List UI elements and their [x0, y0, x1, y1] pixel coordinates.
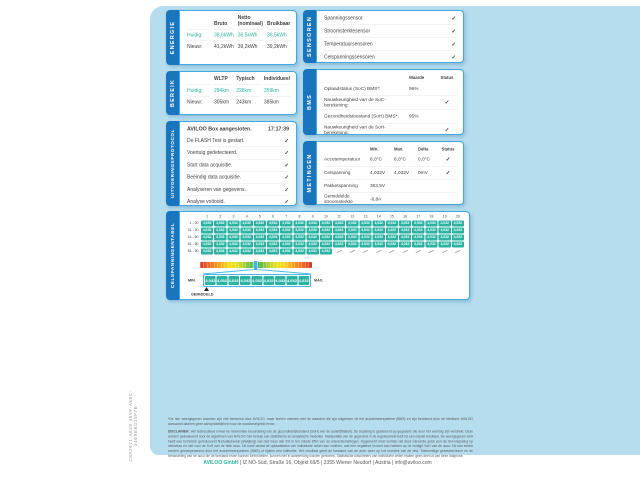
cell-voltage: 4,032 — [374, 242, 383, 246]
footer — [160, 460, 475, 466]
panel-protocol-title: UITVOERINGSPROTOCOL — [169, 128, 176, 199]
zoom-max-label: MAX. — [314, 278, 324, 283]
cell-grid-row-label: 21 - 40 — [187, 228, 199, 232]
energie-col-bruikbaar: Bruikbaar — [267, 21, 290, 30]
cell-voltage: 4,032 — [321, 242, 331, 246]
protocol-step-row — [187, 147, 289, 159]
cell-voltage: 4,032 — [255, 242, 265, 246]
cell-voltage: 4,032 — [202, 249, 212, 253]
cell-grid-col-header: 17 — [416, 215, 421, 219]
bereik-table — [180, 72, 296, 107]
cell-voltage: 4,032 — [229, 235, 238, 239]
sensor-row — [324, 12, 456, 25]
cell-voltage: 4,032 — [387, 228, 397, 232]
cell-grid-col-header: 20 — [455, 215, 460, 219]
cell-voltage: 4,032 — [308, 228, 317, 232]
cell-voltage: 4,032 — [334, 221, 344, 225]
cell-voltage: 4,032 — [216, 235, 225, 239]
cell-voltage: 4,032 — [334, 242, 344, 246]
panel-sensoren — [303, 10, 464, 63]
cell-voltage: 4,032 — [387, 221, 397, 225]
cell-grid-col-header: 1 — [206, 215, 209, 219]
protocol-header-text: AVILOO Box aangesloten. — [187, 125, 252, 132]
bms-row — [324, 110, 457, 124]
protocol-step-row — [187, 184, 289, 196]
panel-energie-tab — [166, 10, 179, 65]
cell-voltage: 4,032 — [216, 249, 225, 253]
cell-grid-col-header: 9 — [311, 215, 314, 219]
average-label: GEMIDDELD — [191, 292, 214, 297]
cell-voltage: 4,032 — [308, 249, 317, 253]
bms-row-label: Nauwkeurigheid van de SoC-berekening: — [324, 96, 386, 108]
energie-huidig-bruikbaar: 36,5kWh — [267, 30, 290, 42]
cell-voltage: 4,032 — [374, 235, 383, 239]
protocol-step-row — [187, 159, 289, 171]
cell-voltage: 4,032 — [427, 235, 436, 239]
cell-voltage: 4,032 — [229, 242, 238, 246]
metingen-row-label: Pakketspanning — [324, 183, 358, 189]
protocol-timestamp: 17:17:39 — [267, 125, 289, 132]
cell-voltage: 4,032 — [268, 235, 278, 239]
cell-voltage: 4,032 — [427, 221, 436, 225]
cell-voltage: 4,032 — [361, 235, 370, 239]
sensoren-list — [317, 11, 463, 63]
cell-voltage: 4,032 — [255, 228, 265, 232]
energie-huidig-bruto: 38,6kWh — [214, 30, 234, 42]
cell-voltage: 4,032 — [282, 228, 291, 232]
energie-col-bruto: Bruto — [214, 21, 234, 30]
cell-voltage: 4,032 — [387, 235, 397, 239]
bms-col-waarde: Waarde — [409, 75, 425, 80]
metingen-max-value: 4,032V — [394, 169, 410, 176]
panel-bereik-tab — [166, 71, 179, 115]
cell-grid — [185, 215, 464, 255]
bereik-col-individueel: Individueel — [264, 76, 290, 85]
cell-voltage: 4,032 — [440, 221, 449, 225]
protocol-step-label: Voertuig gedetecteerd. — [187, 150, 238, 156]
cell-voltage: 4,032 — [202, 235, 212, 239]
cell-grid-col-header: 3 — [232, 215, 235, 219]
bms-row-status-check: ✓ — [444, 99, 450, 106]
cell-voltage: 4,032 — [414, 235, 423, 239]
protocol-header-row — [187, 123, 289, 135]
cell-empty — [452, 249, 464, 255]
cell-voltage: 4,032 — [427, 242, 436, 246]
cell-grid-col-header: 10 — [323, 215, 328, 219]
panel-bereik — [166, 71, 297, 115]
check-icon: ✓ — [451, 54, 456, 61]
protocol-steps — [180, 135, 296, 206]
panel-protocol-tab — [166, 121, 179, 206]
cell-voltage: 4,032 — [387, 242, 397, 246]
cell-voltage: 4,032 — [268, 228, 278, 232]
footer-brand: AVILOO GmbH — [203, 460, 239, 466]
footer-address: | IZ NÖ-Süd, Straße 16, Objekt 69/5 | 2355 Wiener Neudorf | Austria | — [238, 460, 395, 466]
cell-grid-col-header: 2 — [219, 215, 222, 219]
cell-grid-col-header: 7 — [285, 215, 288, 219]
sensor-label: Celspanningssensoren — [324, 54, 375, 60]
bereik-row-huidig-label: Huidig: — [187, 85, 210, 97]
bereik-col-wltp: WLTP — [214, 76, 232, 85]
metingen-col-status: Status — [441, 146, 455, 152]
energie-table — [180, 11, 296, 52]
zoom-cell-voltage: 4,032 — [217, 276, 228, 285]
cell-voltage: 4,032 — [361, 242, 370, 246]
bms-row — [324, 96, 457, 110]
cell-grid-col-header: 13 — [363, 215, 368, 219]
cell-voltage: 4,032 — [400, 242, 410, 246]
energie-row-nieuw-label: Nieuw: — [187, 44, 203, 50]
cell-grid-col-header: 4 — [245, 215, 248, 219]
check-icon: ✓ — [284, 199, 289, 206]
cell-voltage: 4,032 — [268, 249, 278, 253]
cell-voltage: 4,032 — [348, 242, 357, 246]
cell-voltage: 4,032 — [229, 249, 238, 253]
bms-row — [324, 82, 457, 96]
metingen-row — [324, 180, 457, 193]
cell-grid-col-header: 11 — [337, 215, 341, 219]
panel-metingen-tab — [303, 141, 316, 205]
cell-voltage: 4,032 — [216, 221, 225, 225]
bms-row-value: 95% — [409, 113, 419, 119]
protocol-step-row — [187, 196, 289, 206]
cell-voltage: 4,032 — [308, 221, 317, 225]
metingen-col-max: Max. — [394, 146, 404, 152]
cell-voltage: 4,032 — [427, 228, 436, 232]
cell-voltage: 4,032 — [202, 242, 212, 246]
protocol-step-label: Start data acquisitie. — [187, 162, 233, 168]
cell-voltage: 4,032 — [295, 249, 304, 253]
cell-grid-col-header: 18 — [429, 215, 434, 219]
cell-grid-col-header: 6 — [272, 215, 275, 219]
cell-voltage: 4,032 — [361, 228, 370, 232]
panel-metingen-title: METINGEN — [306, 153, 313, 193]
metingen-status-check: ✓ — [445, 156, 451, 163]
cell-voltage: 4,032 — [453, 228, 463, 232]
panel-metingen — [303, 141, 464, 205]
disclaimer-footnote: *De hier weergegeven waarden zijn niet berekend door AVILOO, maar komen overeen met de waarden die zijn uitgelezen uit het accubeheersysteem (BMS) en zijn berekend door de fabrikant. AVILOO aanvaardt daarom geen aansprakelijkheid voor de nauwkeurigheid ervan. — [168, 417, 473, 426]
zoom-cell-voltage: 4,032 — [298, 276, 309, 285]
cell-voltage: 4,032 — [400, 235, 410, 239]
zoom-cell-voltage: 4,032 — [240, 276, 251, 285]
bms-row — [324, 123, 457, 135]
panel-bereik-title: BEREIK — [169, 78, 176, 108]
metingen-max-value: 8,0°C — [394, 156, 406, 163]
cell-voltage: 4,032 — [414, 228, 423, 232]
zoom-cell-voltage: 4,032 — [287, 276, 298, 285]
zoom-min-label: MIN. — [188, 278, 196, 283]
cell-voltage: 4,032 — [374, 228, 383, 232]
bms-row-value: 96% — [409, 85, 419, 92]
panel-celspanningen — [166, 211, 470, 300]
cell-voltage: 4,032 — [255, 235, 265, 239]
cell-voltage: 4,032 — [453, 235, 463, 239]
bereik-row-nieuw-label: Nieuw: — [187, 99, 203, 105]
energie-col-netto: Netto (nominaal) — [238, 15, 263, 30]
bereik-col-typisch: Typisch — [236, 76, 260, 85]
cell-grid-col-header: 8 — [298, 215, 301, 219]
cell-grid-col-header: 16 — [403, 215, 408, 219]
protocol-step-label: Beëindig data acquisitie. — [187, 174, 242, 181]
protocol-step-row — [187, 135, 289, 147]
energie-nieuw-netto: 39,2kWh — [237, 44, 258, 50]
panel-sensoren-card — [316, 10, 464, 63]
panel-energie-title: ENERGIE — [169, 20, 176, 55]
cell-voltage: 4,032 — [216, 242, 225, 246]
certificate-id: C8A7671-A829-49YF-A58C-34E9EBD25F7E — [128, 390, 138, 462]
energie-nieuw-bruikbaar: 39,2kWh — [267, 44, 287, 50]
panel-energie-card — [179, 10, 297, 65]
bms-header-row — [317, 70, 463, 82]
bereik-nieuw-typisch: 243km — [236, 99, 252, 105]
cell-voltage: 4,032 — [321, 221, 331, 225]
zoom-cell-voltage: 4,032 — [263, 276, 274, 285]
panel-bms — [303, 69, 464, 135]
metingen-row — [324, 193, 457, 205]
metingen-header-row — [317, 142, 463, 153]
energie-nieuw-bruto: 41,2kWh — [214, 44, 234, 50]
metingen-min-value: 363,5V — [370, 183, 386, 189]
cell-grid-row-label: 1 - 20 — [189, 221, 199, 225]
disclaimer-text: Het testresultaat omvat de momentele beoordeling van de gezondheidstoestand (SoH) van de aandrijfbatterij. De bepaling is gebaseerd op gegevens die door het voertuig zijn verstrekt. Deze worden geëvalueerd door de algoritmen van AVILOO met behulp van statistische en analytische modellen. Manipulatie van de gegevens in de regeleenheid leidt tot een onjuist resultaat. De weergegeven SoH heeft een technisch geïnduceerd fluctuatiebereik (afwijking) van niet meer dan 3% in ten minste 85% van de referentiemetingen. Opgemerkt moet worden dat deze tolerantie geldt voor de SoH-bepaling op celniveau en niet voor de SoH van de hele accu. Dit komt omdat de oplaadstatus van individuele cellen kan variëren, wat een negatieve invloed kan hebben op de huidige SoH van de accu. Dit kan echter worden gecompenseerd door het accubeheersysteem (BMS) of tijdens een kalibratie. Het resultaat geeft de toestand van de accu weer op het moment van de test. Toekomstige gebeurtenissen en de behandeling van de accu die de toestand ervan kunnen beïnvloeden, kunnen niet in aanmerking worden genomen. Statistische uitschieters van individuele cellen maken geen deel uit van deze diagnose. — [168, 429, 473, 459]
sensor-label: Temperatuursensoren — [324, 41, 373, 47]
metingen-row-label: Gemiddelde stroomsterkte — [324, 193, 353, 205]
cell-voltage: 4,032 — [400, 228, 410, 232]
cell-voltage: 4,032 — [453, 242, 463, 246]
metingen-list — [317, 153, 463, 205]
cell-voltage: 4,032 — [295, 242, 304, 246]
cell-voltage: 4,032 — [308, 242, 317, 246]
cell-grid-col-header: 19 — [442, 215, 447, 219]
bms-row-label: Nauwkeurigheid van de SoH-berekening: — [324, 124, 386, 135]
panel-celspanningen-title: CELSPANNINGENTABEL — [169, 222, 176, 289]
metingen-col-min: Min. — [370, 146, 379, 152]
sensor-label: Stroomsterktesensor — [324, 28, 371, 34]
cell-voltage: 4,032 — [295, 221, 304, 225]
cell-voltage: 4,032 — [440, 235, 449, 239]
disclaimer-block — [168, 417, 473, 462]
zoom-row-cells — [203, 274, 311, 287]
sensor-row — [324, 51, 456, 63]
cell-voltage: 4,032 — [400, 221, 410, 225]
cell-voltage: 4,032 — [282, 242, 291, 246]
sensor-row — [324, 25, 456, 38]
metingen-row — [324, 153, 457, 166]
cell-voltage: 4,032 — [334, 228, 344, 232]
cell-empty — [359, 249, 371, 255]
metingen-min-value: 8,0°C — [370, 156, 382, 163]
cell-voltage: 4,032 — [348, 228, 357, 232]
metingen-row-label: Accutemperatuur — [324, 156, 361, 163]
cell-voltage: 4,032 — [229, 221, 238, 225]
cell-voltage: 4,032 — [414, 242, 423, 246]
cell-voltage: 4,032 — [453, 221, 463, 225]
cell-empty — [386, 249, 398, 255]
footer-email-link[interactable]: info@aviloo.com — [394, 460, 432, 466]
cell-voltage: 4,032 — [229, 228, 238, 232]
cell-voltage: 4,032 — [282, 221, 291, 225]
disclaimer-label: DISCLAIMER: — [168, 429, 190, 434]
check-icon: ✓ — [284, 150, 289, 157]
bereik-huidig-individueel: 359km — [264, 85, 290, 97]
metingen-row-label: Celspanning — [324, 169, 351, 176]
cell-voltage: 4,032 — [295, 235, 304, 239]
bms-row-status-check: ✓ — [444, 127, 450, 134]
panel-bms-title: BMS — [306, 94, 313, 110]
cell-empty — [346, 249, 358, 255]
cell-empty — [399, 249, 411, 255]
energie-row-huidig-label: Huidig: — [187, 30, 210, 42]
cell-voltage: 4,032 — [255, 249, 265, 253]
panel-energie — [166, 10, 297, 65]
zoom-cell-voltage: 4,032 — [228, 276, 239, 285]
cell-voltage: 4,032 — [321, 249, 331, 253]
average-marker-icon — [204, 287, 209, 291]
cell-voltage: 4,032 — [242, 249, 251, 253]
panel-bereik-card — [179, 71, 297, 115]
check-icon: ✓ — [284, 186, 289, 193]
cell-voltage: 4,032 — [242, 221, 251, 225]
check-icon: ✓ — [451, 15, 456, 22]
cell-empty — [333, 249, 345, 255]
cell-voltage: 4,032 — [242, 235, 251, 239]
check-icon: ✓ — [451, 41, 456, 48]
cell-voltage: 4,032 — [202, 221, 212, 225]
metingen-min-value: 4,032V — [370, 169, 386, 176]
panel-protocol-card — [179, 121, 297, 206]
energie-huidig-netto: 36,5kWh — [238, 30, 263, 42]
cell-voltage: 4,032 — [216, 228, 225, 232]
zoom-cell-voltage: 4,032 — [275, 276, 286, 285]
check-icon: ✓ — [284, 174, 289, 181]
cell-empty — [412, 249, 424, 255]
cell-voltage: 4,032 — [440, 242, 449, 246]
cell-voltage: 4,032 — [334, 235, 344, 239]
cell-empty — [425, 249, 437, 255]
check-icon: ✓ — [451, 28, 456, 35]
bereik-huidig-typisch: 226km — [236, 85, 260, 97]
check-icon: ✓ — [284, 137, 289, 144]
cell-grid-col-header: 12 — [350, 215, 355, 219]
cell-grid-col-header: 5 — [258, 215, 261, 219]
metingen-min-value: -6,8A — [370, 196, 382, 202]
cell-voltage: 4,032 — [348, 235, 357, 239]
metingen-row — [324, 166, 457, 179]
cell-voltage: 4,032 — [321, 235, 331, 239]
cell-voltage: 4,032 — [374, 221, 383, 225]
bms-list — [317, 82, 463, 135]
cell-voltage: 4,032 — [440, 228, 449, 232]
check-icon: ✓ — [284, 162, 289, 169]
cell-voltage: 4,032 — [202, 228, 212, 232]
sensor-label: Spanningssensor — [324, 15, 363, 21]
panel-protocol — [166, 121, 297, 206]
cell-voltage: 4,032 — [282, 235, 291, 239]
protocol-step-row — [187, 172, 289, 184]
cell-voltage: 4,032 — [242, 242, 251, 246]
cell-voltage: 4,032 — [414, 221, 423, 225]
cell-voltage: 4,032 — [282, 249, 291, 253]
protocol-step-label: Analyse voltooid. — [187, 199, 225, 205]
metingen-status-check: ✓ — [445, 169, 451, 176]
cell-grid-row-label: 41 - 60 — [187, 235, 199, 239]
panel-bms-tab — [303, 69, 316, 135]
panel-bms-card — [316, 69, 464, 135]
cell-grid-col-header: 14 — [376, 215, 381, 219]
panel-celspanningen-card — [179, 211, 470, 300]
protocol-step-label: Analyseren van gegevens. — [187, 186, 246, 193]
protocol-step-label: De FLASH Test is gestart. — [187, 137, 245, 144]
cell-grid-col-header: 15 — [389, 215, 394, 219]
bms-row-label: Gezondheidstoestand (SoH) BMS*: — [324, 113, 399, 119]
bereik-huidig-wltp: 284km — [214, 85, 232, 97]
sensor-row — [324, 38, 456, 51]
disclaimer-paragraph — [168, 429, 473, 459]
cell-grid-row-label: 81 - 90 — [187, 249, 199, 253]
cell-voltage: 4,032 — [321, 228, 331, 232]
bereik-nieuw-individueel: 385km — [263, 99, 279, 105]
cell-voltage: 4,032 — [348, 221, 357, 225]
cell-voltage: 4,032 — [268, 221, 278, 225]
cell-voltage: 4,032 — [295, 228, 304, 232]
cell-voltage: 4,032 — [255, 221, 265, 225]
cell-empty — [439, 249, 451, 255]
panel-celspanningen-tab — [166, 211, 179, 300]
metingen-delta-value: 0,0°C — [418, 156, 430, 163]
panel-sensoren-title: SENSOREN — [306, 16, 313, 57]
zoom-cell-voltage: 4,032 — [205, 276, 216, 285]
cell-empty — [373, 249, 385, 255]
cell-grid-row-label: 61 - 80 — [187, 242, 199, 246]
cell-voltage: 4,032 — [361, 221, 370, 225]
cell-voltage: 4,032 — [308, 235, 317, 239]
bms-col-status: Status — [440, 75, 454, 80]
cell-voltage: 4,032 — [242, 228, 251, 232]
metingen-delta-value: 0mV — [418, 169, 428, 176]
metingen-col-delta: Delta — [418, 146, 429, 152]
panel-metingen-card — [316, 141, 464, 205]
bms-row-label: Oplaadstatus (SoC) BMS*: — [324, 85, 381, 92]
panel-sensoren-tab — [303, 10, 316, 63]
bereik-nieuw-wltp: 305km — [214, 99, 230, 105]
zoom-cell-voltage: 4,032 — [252, 276, 263, 285]
cell-voltage: 4,032 — [268, 242, 278, 246]
cell-grid-corner — [185, 215, 200, 220]
